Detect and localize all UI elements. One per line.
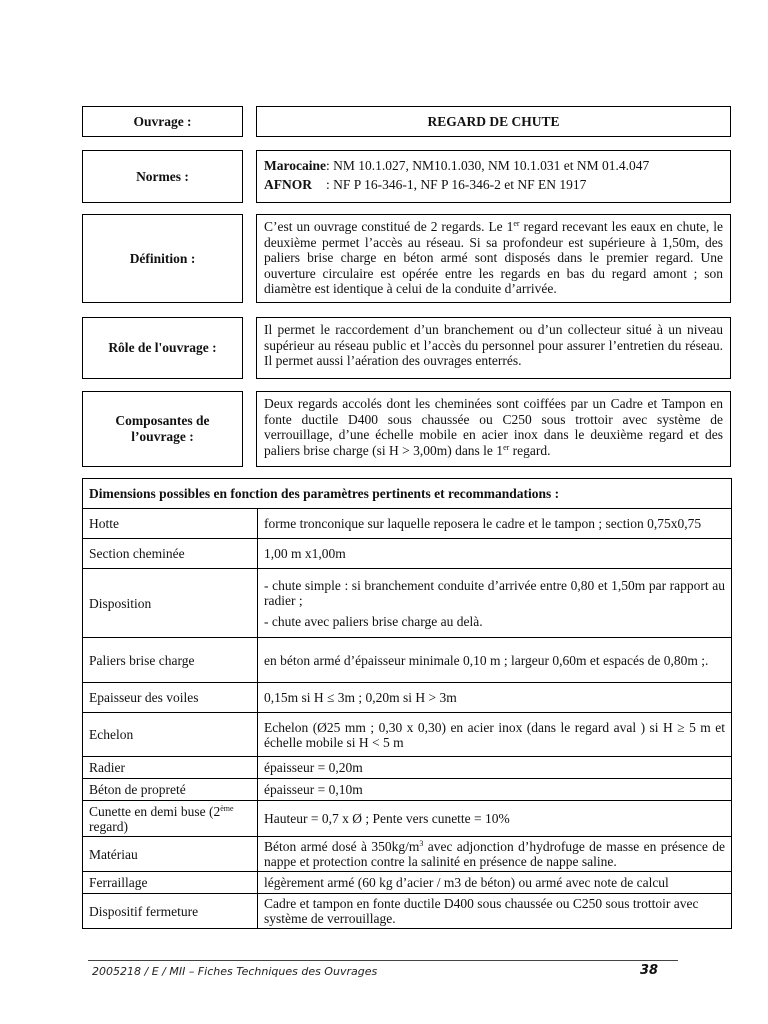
table-row [83, 837, 732, 872]
definition-text-2: regard recevant les eaux en chute, le deuxième permet l’accès au réseau. Si sa profondeur est supérieure à 1,50m, des paliers brise charge en béton armé sont disposés dans le premier regard. Une ouverture circulaire est opérée entre les regards en bas du regard amont ; son diamètre est identique à celui de la conduite d’arrivée. [264, 219, 723, 296]
dimensions-header-row [83, 479, 732, 509]
row-key-echelon: Echelon [83, 713, 258, 757]
materiau-sup: 3 [419, 839, 424, 848]
row-value-disposition [258, 569, 732, 638]
row-value-fermeture: Cadre et tampon en fonte ductile D400 sous chaussée ou C250 sous trottoir avec système de verrouillage. [258, 894, 732, 929]
row-value-echelon: Echelon (Ø25 mm ; 0,30 x 0,30) en acier inox (dans le regard aval ) si H ≥ 5 m et échelle mobile si H < 5 m [258, 713, 732, 757]
row-value-materiau [258, 837, 732, 872]
norme-afnor [264, 177, 723, 193]
table-row [83, 713, 732, 757]
table-row [83, 801, 732, 837]
row-key-fermeture: Dispositif fermeture [83, 894, 258, 929]
definition-label [82, 214, 243, 303]
composantes-label-text: Composantes de l’ouvrage : [115, 413, 210, 444]
row-key-cunette [83, 801, 258, 837]
ouvrage-value [256, 106, 731, 137]
table-row [83, 569, 732, 638]
normes-content [256, 150, 731, 203]
row-value-epaisseur: 0,15m si H ≤ 3m ; 0,20m si H > 3m [258, 683, 732, 713]
footer-reference: 2005218 / E / MII – Fiches Techniques des Ouvrages [92, 965, 378, 978]
row-key-beton: Béton de propreté [83, 779, 258, 801]
composantes-text-2: regard. [509, 442, 551, 458]
materiau-text-1: Béton armé dosé à 350kg/m [264, 839, 420, 854]
norme-marocaine [264, 158, 723, 174]
table-row [83, 779, 732, 801]
row-value-ferraillage: légèrement armé (60 kg d’acier / m3 de béton) ou armé avec note de calcul [258, 872, 732, 894]
dimensions-table [82, 478, 732, 929]
composantes-sup: er [503, 442, 510, 452]
row-value-section: 1,00 m x1,00m [258, 539, 732, 569]
role-text: Il permet le raccordement d’un branchement ou d’un collecteur situé à un niveau supérieur au réseau public et l’accès du personnel pour assurer l’entretien du réseau. Il permet aussi l’aération des ouvrages enterrés. [264, 322, 723, 368]
disposition-item-2: - chute avec paliers brise charge au delà. [264, 613, 483, 629]
row-key-paliers: Paliers brise charge [83, 638, 258, 683]
afnor-label: AFNOR [264, 176, 312, 192]
row-value-beton: épaisseur = 0,10m [258, 779, 732, 801]
cunette-key-1: Cunette en demi buse (2 [89, 803, 221, 819]
role-content [256, 317, 731, 379]
normes-label-text: Normes : [136, 168, 189, 184]
definition-label-text: Définition : [129, 250, 196, 266]
table-row [83, 638, 732, 683]
definition-text-1: C’est un ouvrage constitué de 2 regards. Le 1 [264, 219, 514, 234]
role-label-text: Rôle de l'ouvrage : [108, 340, 217, 355]
role-label [82, 317, 243, 379]
row-value-radier: épaisseur = 0,20m [258, 757, 732, 779]
row-key-epaisseur: Epaisseur des voiles [83, 683, 258, 713]
table-row [83, 683, 732, 713]
row-value-cunette: Hauteur = 0,7 x Ø ; Pente vers cunette = 10% [258, 801, 732, 837]
table-row [83, 509, 732, 539]
page-number: 38 [640, 963, 659, 978]
dimensions-title: Dimensions possibles en fonction des paramètres pertinents et recommandations : [83, 479, 732, 509]
cunette-key-2: regard) [89, 818, 128, 834]
normes-label [82, 150, 243, 203]
marocaine-label: Marocaine [264, 158, 326, 173]
materiau-text-2: avec adjonction d’hydrofuge de masse en présence de nappe et protection contre la salinité en présence de nappe saline. [264, 839, 725, 869]
composantes-label [82, 391, 243, 467]
row-key-hotte: Hotte [83, 509, 258, 539]
afnor-value: : NF P 16-346-1, NF P 16-346-2 et NF EN 1917 [326, 176, 587, 192]
row-key-section: Section cheminée [83, 539, 258, 569]
ouvrage-label-text: Ouvrage : [133, 113, 192, 129]
cunette-key-sup: ème [220, 803, 234, 813]
marocaine-value: : NM 10.1.027, NM10.1.030, NM 10.1.031 et NM 01.4.047 [325, 158, 650, 173]
row-value-paliers: en béton armé d’épaisseur minimale 0,10 m ; largeur 0,60m et espacés de 0,80m ;. [258, 638, 732, 683]
composantes-content [256, 391, 731, 467]
table-row [83, 872, 732, 894]
table-row [83, 757, 732, 779]
disposition-item-1: - chute simple : si branchement conduite d’arrivée entre 0,80 et 1,50m par rapport au radier ; [264, 577, 725, 608]
ouvrage-title: REGARD DE CHUTE [427, 113, 560, 129]
row-key-disposition: Disposition [83, 569, 258, 638]
row-value-hotte: forme tronconique sur laquelle reposera le cadre et le tampon ; section 0,75x0,75 [258, 509, 732, 539]
definition-sup: er [513, 219, 520, 228]
footer-divider [88, 960, 678, 961]
composantes-text-1: Deux regards accolés dont les cheminées sont coiffées par un Cadre et Tampon en fonte ductile D400 sous chaussée ou C250 sous trottoir avec système de verrouillage, d’une échelle mobile en acier inox dans le deuxième regard et des paliers brise charge (si H > 3,00m) dans le 1 [264, 396, 723, 458]
definition-content [256, 214, 731, 303]
table-row [83, 894, 732, 929]
table-row [83, 539, 732, 569]
ouvrage-label [82, 106, 243, 137]
row-key-materiau: Matériau [83, 837, 258, 872]
row-key-ferraillage: Ferraillage [83, 872, 258, 894]
row-key-radier: Radier [83, 757, 258, 779]
